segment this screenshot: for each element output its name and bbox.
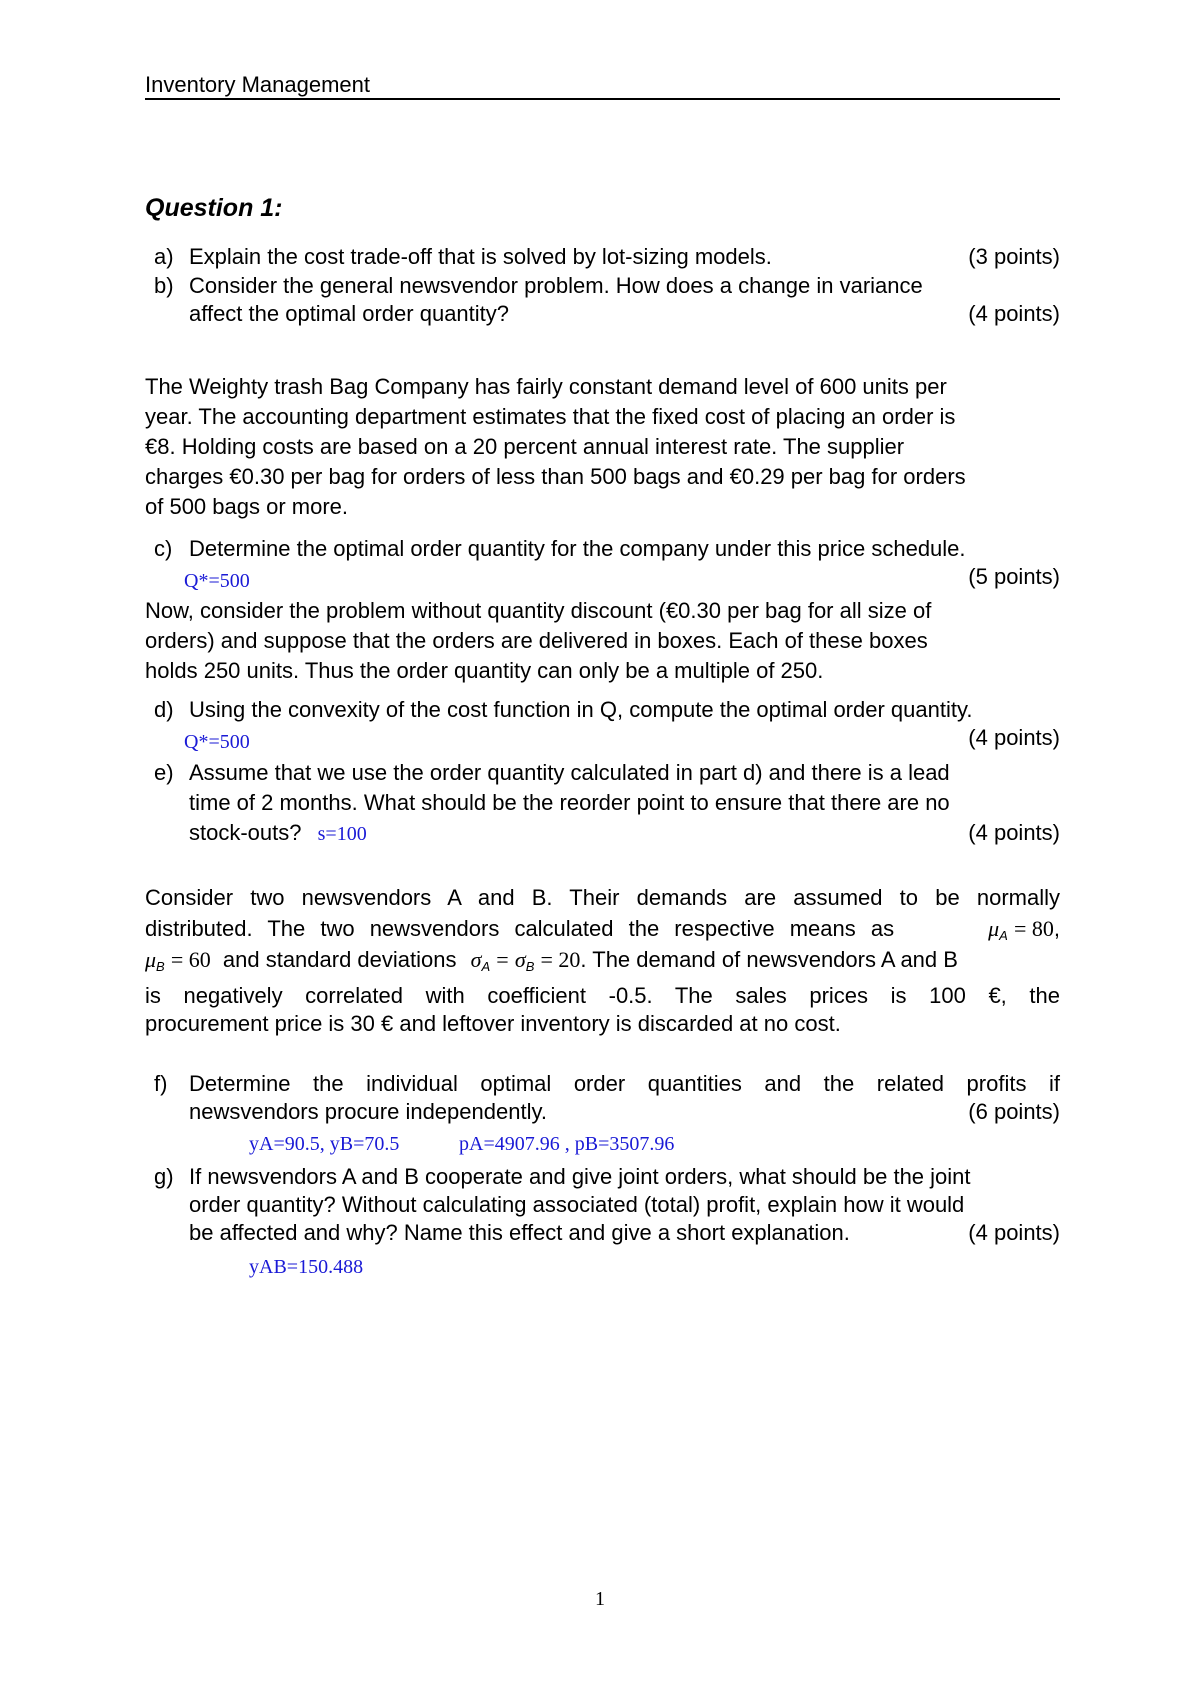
item-label: a) bbox=[154, 244, 174, 269]
item-text: be affected and why? Name this effect and give a short explanation. bbox=[189, 1220, 850, 1245]
item-label: e) bbox=[154, 760, 174, 785]
running-header: Inventory Management bbox=[145, 72, 1060, 100]
paragraph-line: charges €0.30 per bag for orders of less than 500 bags and €0.29 per bag for orders bbox=[145, 464, 966, 489]
item-text: newsvendors procure independently. bbox=[189, 1099, 547, 1124]
points: (4 points) bbox=[968, 301, 1060, 326]
item-text: If newsvendors A and B cooperate and give joint orders, what should be the joint bbox=[189, 1164, 971, 1189]
paragraph-boxes bbox=[145, 596, 1060, 686]
item-label: g) bbox=[154, 1164, 174, 1189]
paragraph-line: distributed. The two newsvendors calculated the respective means as bbox=[145, 916, 895, 941]
paragraph-line: holds 250 units. Thus the order quantity can only be a multiple of 250. bbox=[145, 658, 824, 683]
paragraph-line: procurement price is 30 € and leftover inventory is discarded at no cost. bbox=[145, 1011, 841, 1036]
answer-text: yA=90.5, yB=70.5 bbox=[249, 1133, 400, 1155]
paragraph-line: Now, consider the problem without quantity discount (€0.30 per bag for all size of bbox=[145, 598, 932, 623]
item-text: Explain the cost trade-off that is solved by lot-sizing models. bbox=[189, 244, 772, 269]
points: (3 points) bbox=[968, 244, 1060, 269]
answer-text: Q*=500 bbox=[184, 570, 250, 592]
question-title: Question 1: bbox=[145, 194, 283, 222]
points: (4 points) bbox=[968, 725, 1060, 750]
item-label: b) bbox=[154, 273, 174, 298]
points: (4 points) bbox=[968, 1220, 1060, 1245]
item-text: Determine the individual optimal order quantities and the related profits if bbox=[189, 1071, 1060, 1096]
paragraph-weighty bbox=[145, 372, 1060, 522]
paragraph-line: is negatively correlated with coefficient -0.5. The sales prices is 100 €, the bbox=[145, 983, 1060, 1008]
answer-text: s=100 bbox=[317, 823, 367, 845]
paragraph-line: and standard deviations bbox=[222, 947, 457, 972]
item-text: affect the optimal order quantity? bbox=[189, 301, 510, 326]
paragraph-line: year. The accounting department estimates that the fixed cost of placing an order is bbox=[145, 404, 956, 429]
points: (5 points) bbox=[968, 564, 1060, 589]
paragraph-line: The Weighty trash Bag Company has fairly constant demand level of 600 units per bbox=[145, 374, 947, 399]
page-number: 1 bbox=[595, 1588, 605, 1610]
answer-text: Q*=500 bbox=[184, 731, 250, 753]
item-text: order quantity? Without calculating associated (total) profit, explain how it would bbox=[189, 1192, 965, 1217]
item-text: stock-outs? bbox=[189, 820, 302, 845]
paragraph-newsvendors bbox=[145, 882, 1060, 1036]
item-text: time of 2 months. What should be the reorder point to ensure that there are no bbox=[189, 790, 950, 815]
answer-text: yAB=150.488 bbox=[249, 1256, 364, 1278]
item-label: d) bbox=[154, 697, 174, 722]
item-text: Consider the general newsvendor problem. How does a change in variance bbox=[189, 273, 923, 298]
item-text: Determine the optimal order quantity for the company under this price schedule. bbox=[189, 536, 966, 561]
mean-a-formula: $\mu_A = 80$, bbox=[988, 916, 1060, 943]
std-formula: $\sigma_A = \sigma_B = 20$ bbox=[470, 947, 581, 974]
paragraph-line: . The demand of newsvendors A and B bbox=[580, 947, 958, 972]
paragraph-line: orders) and suppose that the orders are delivered in boxes. Each of these boxes bbox=[145, 628, 928, 653]
item-label: c) bbox=[154, 536, 173, 561]
item-text: Using the convexity of the cost function in Q, compute the optimal order quantity. bbox=[189, 697, 973, 722]
points: (6 points) bbox=[968, 1099, 1060, 1124]
mean-b-formula: $\mu_B = 60$ bbox=[145, 947, 211, 974]
item-label: f) bbox=[154, 1071, 168, 1096]
points: (4 points) bbox=[968, 820, 1060, 845]
paragraph-line: of 500 bags or more. bbox=[145, 494, 349, 519]
paragraph-line: Consider two newsvendors A and B. Their demands are assumed to be normally bbox=[145, 885, 1060, 910]
answer-text: pA=4907.96 , pB=3507.96 bbox=[459, 1133, 675, 1155]
item-text: Assume that we use the order quantity calculated in part d) and there is a lead bbox=[189, 760, 950, 785]
paragraph-line: €8. Holding costs are based on a 20 percent annual interest rate. The supplier bbox=[145, 434, 905, 459]
